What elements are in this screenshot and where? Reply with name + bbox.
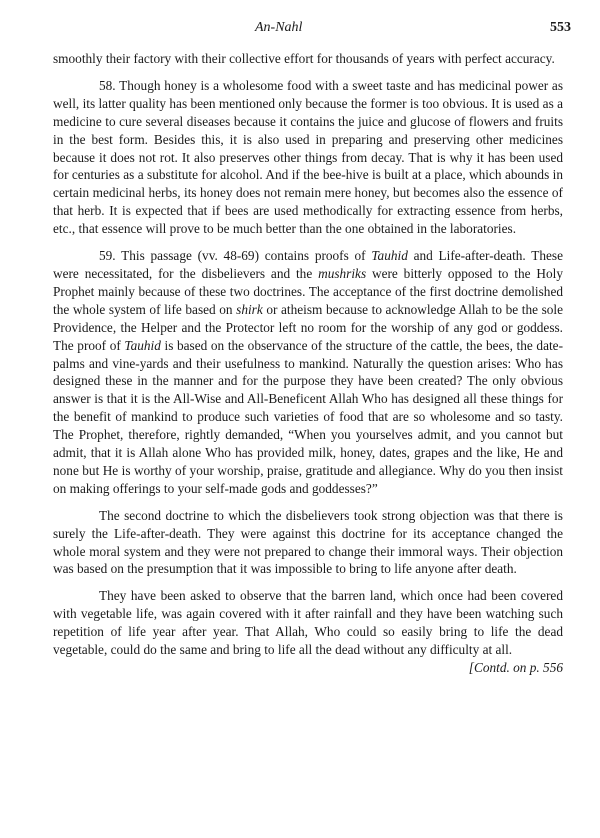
chapter-title: An-Nahl bbox=[255, 20, 303, 35]
running-header bbox=[0, 18, 600, 42]
term-tauhid: Tauhid bbox=[371, 248, 408, 264]
paragraph-continuation: smoothly their factory with their collective effort for thousands of years with perfect accuracy. bbox=[53, 51, 555, 66]
note-59-text-c: were bitterly opposed to the Holy Prophet mainly because of these two doctrines. The acceptance of the first doctrine demolished the whole system of life based on bbox=[53, 265, 563, 317]
paragraph-second-doctrine: The second doctrine to which the disbelievers took strong objection was that there is surely the Life-after-death. They were against this doctrine for its acceptance changed the whole moral system and they were not prepared to change their immoral ways. Their objection was based on the presumption that it was impossible to bring to life anyone after death. bbox=[53, 507, 563, 577]
note-59-text-b: and Life-after-death. These were necessitated, for the disbelievers and the bbox=[53, 248, 564, 281]
term-mushriks: mushriks bbox=[318, 265, 367, 281]
paragraph-barren-land-text: They have been asked to observe that the barren land, which once had been covered with vegetable life, was again covered with it after rainfall and they have been watching such repetition of life year after year. That Allah, Who could so easily bring to life the dead vegetable, could do the same and bring to life all the dead without any difficulty at all. bbox=[53, 588, 563, 658]
note-59 bbox=[53, 247, 563, 498]
note-59-text-d: or atheism because to acknowledge Allah to be the sole Providence, the Helper and the Protector left no room for the worship of any god or goddess. The proof of bbox=[53, 301, 563, 353]
term-tauhid-2: Tauhid bbox=[124, 337, 161, 353]
page-body bbox=[53, 50, 563, 677]
note-58: 58. Though honey is a wholesome food with a sweet taste and has medicinal power as well, its latter quality has been mentioned only because the former is too obvious. It is used as a medicine to cure several diseases because it contains the juice and glucose of flowers and fruits in the best form. Besides this, it is also used in preparing and preserving other medicines because it does not rot. It also preserves other things from decay. That is why it has been used for centuries as a substitute for alcohol. And if the bee-hive is built at a place, which abounds in certain medicinal herbs, its honey does not remain mere honey, but becomes also the essence of that herb. It is expected that if bees are used methodically for extracting essence from herbs, etc., that essence will prove to be much better than the one obtained in the laboratories. bbox=[53, 77, 563, 237]
continued-note: [Contd. on p. 556 bbox=[468, 660, 563, 675]
term-shirk: shirk bbox=[236, 301, 263, 317]
note-59-text-e: is based on the observance of the structure of the cattle, the bees, the date-palms and vine-yards and their usefulness to mankind. Naturally the question arises: Who has designed these in the manner and for the purpose they have been created? The only obvious answer is that it is the All-Wise and All-Beneficent Allah Who has designed all these things for the benefit of mankind to produce such varieties of food that are so wholesome and so tasty. The Prophet, therefore, rightly demanded, “When you yourselves admit, and you cannot but admit, that it is Allah alone Who has provided milk, honey, dates, grapes and the like, He and none but He is worthy of your worship, praise, gratitude and allegiance. Why do you then insist on making offerings to your self-made gods and goddesses?” bbox=[53, 337, 563, 496]
paragraph-barren-land bbox=[53, 587, 563, 675]
page-number: 553 bbox=[550, 20, 571, 35]
note-59-text-a: 59. This passage (vv. 48-69) contains proofs of bbox=[99, 248, 372, 264]
